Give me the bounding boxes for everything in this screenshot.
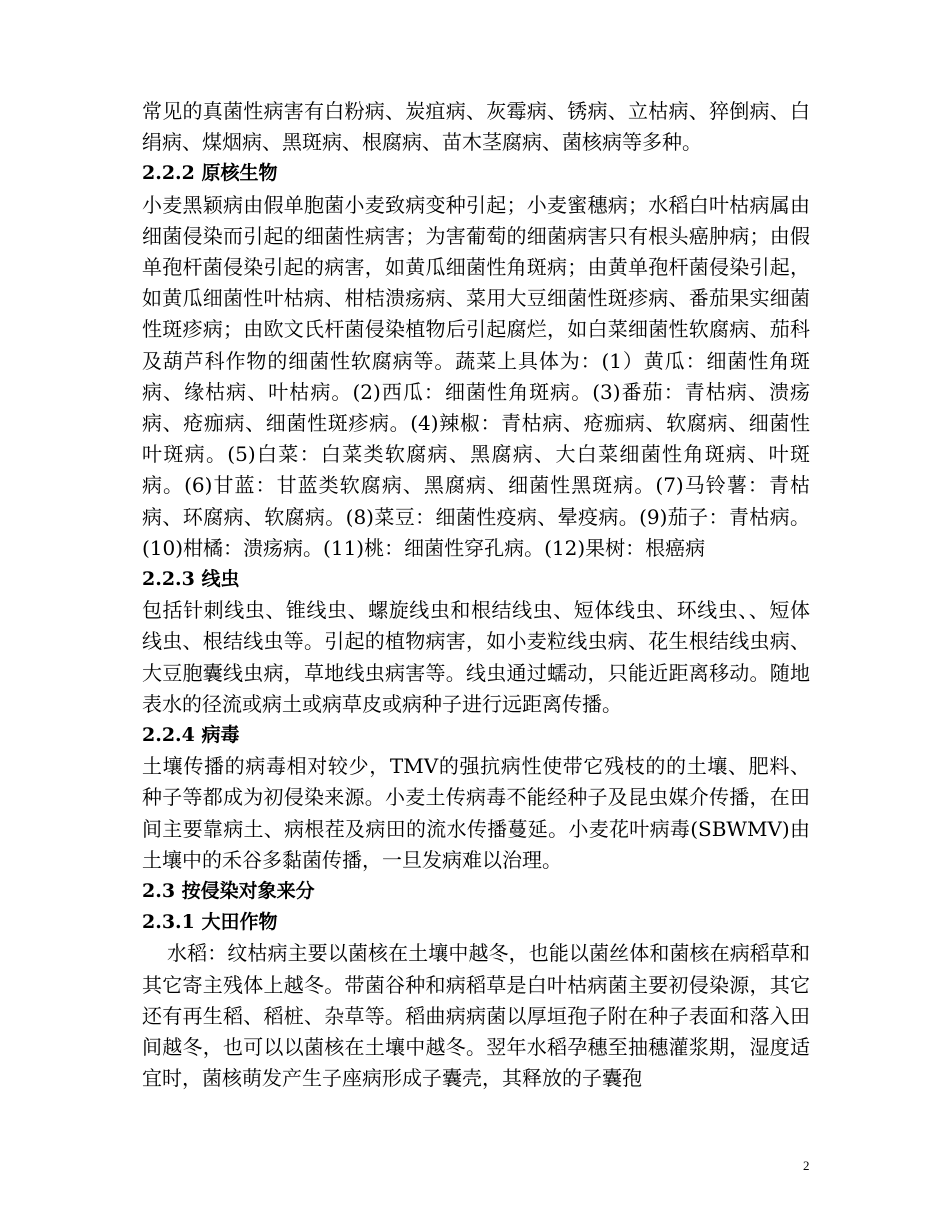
paragraph-bacterial-diseases: 小麦黑颖病由假单胞菌小麦致病变种引起；小麦蜜穗病；水稻白叶枯病属由细菌侵染而引起的细菌性病害；为害葡萄的细菌病害只有根头癌肿病；由假单孢杆菌侵染引起的病害，如黄瓜细菌性角斑病；由黄单孢杆菌侵染引起，如黄瓜细菌性叶枯病、柑桔溃疡病、菜用大豆细菌性斑疹病、番茄果实细菌性斑疹病；由欧文氏杆菌侵染植物后引起腐烂，如白菜细菌性软腐病、茄科及葫芦科作物的细菌性软腐病等。蔬菜上具体为：(1）黄瓜：细菌性角斑病、缘枯病、叶枯病。(2)西瓜：细菌性角斑病。(3)番茄：青枯病、溃疡病、疮痂病、细菌性斑疹病。(4)辣椒：青枯病、疮痂病、软腐病、细菌性叶斑病。(5)白菜：白菜类软腐病、黑腐病、大白菜细菌性角斑病、叶斑病。(6)甘蓝：甘蓝类软腐病、黑腐病、细菌性黑斑病。(7)马铃薯：青枯病、环腐病、软腐病。(8)菜豆：细菌性疫病、晕疫病。(9)茄子：青枯病。(10)柑橘：溃疡病。(11)桃：细菌性穿孔病。(12)果树：根癌病 (142, 192, 810, 560)
paragraph-fungal-diseases: 常见的真菌性病害有白粉病、炭疽病、灰霉病、锈病、立枯病、猝倒病、白绢病、煤烟病、黑斑病、根腐病、苗木茎腐病、菌核病等多种。 (142, 99, 810, 155)
paragraph-nematode-diseases: 包括针刺线虫、锥线虫、螺旋线虫和根结线虫、短体线虫、环线虫、、短体线虫、根结线虫等。引起的植物病害，如小麦粒线虫病、花生根结线虫病、大豆胞囊线虫病，草地线虫病害等。线虫通过蠕动，只能近距离移动。随地表水的径流或病土或病草皮或病种子进行远距离传播。 (142, 598, 810, 716)
document-body (142, 96, 810, 1095)
heading-prokaryotes: 2.2.2 原核生物 (142, 162, 278, 185)
heading-field-crops: 2.3.1 大田作物 (142, 911, 278, 934)
page-number: 2 (803, 1158, 810, 1173)
heading-by-infection-target: 2.3 按侵染对象来分 (142, 880, 315, 903)
paragraph-viral-diseases: 土壤传播的病毒相对较少，TMV的强抗病性使带它残枝的的土壤、肥料、种子等都成为初侵染来源。小麦土传病毒不能经种子及昆虫媒介传播，在田间主要靠病土、病根茬及病田的流水传播蔓延。小麦花叶病毒(SBWMV)由土壤中的禾谷多黏菌传播，一旦发病难以治理。 (142, 754, 810, 872)
heading-nematodes: 2.2.3 线虫 (142, 568, 240, 591)
heading-viruses: 2.2.4 病毒 (142, 724, 240, 747)
paragraph-rice-diseases: 水稻：纹枯病主要以菌核在土壤中越冬，也能以菌丝体和菌核在病稻草和其它寄主残体上越冬。带菌谷种和病稻草是白叶枯病菌主要初侵染源，其它还有再生稻、稻桩、杂草等。稻曲病病菌以厚垣孢子附在种子表面和落入田间越冬，也可以以菌核在土壤中越冬。翌年水稻孕穗至抽穗灌浆期，湿度适宜时，菌核萌发产生子座病形成子囊壳，其释放的子囊孢 (142, 941, 810, 1091)
